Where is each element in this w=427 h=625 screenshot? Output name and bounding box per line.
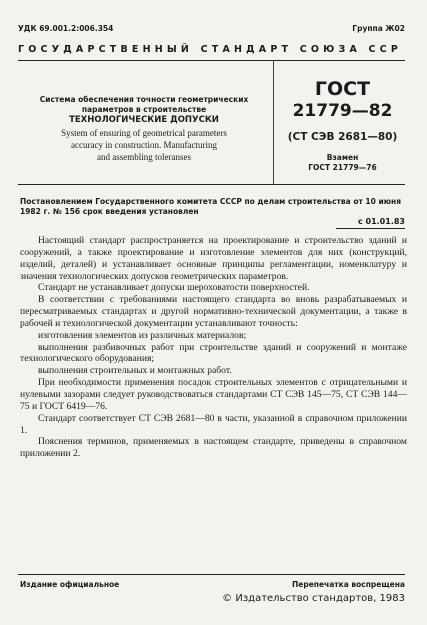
footer-rule [18, 574, 405, 575]
title-en-line1: System of ensuring of geometrical parameters [61, 128, 227, 138]
gost-number: 21779—82 [292, 101, 393, 121]
title-ru-line3: ТЕХНОЛОГИЧЕСКИЕ ДОПУСКИ [69, 115, 219, 125]
title-en-line2: accuracy in construction. Manufacturing [71, 140, 217, 150]
reprint-notice: Перепечатка воспрещена [291, 580, 405, 589]
title-block [20, 95, 268, 162]
paragraph: изготовления элементов из различных материалов; [38, 329, 247, 341]
title-divider [273, 60, 274, 184]
replaces-label: Взамен [326, 153, 359, 162]
paragraph: выполнения строительных и монтажных работ. [38, 365, 232, 377]
title-rule [18, 184, 405, 185]
paragraph: При необходимости применения посадок строительных элементов с отрицательными и нулевыми зазорами следует руководствоваться стандартами СТ СЭВ 145—75, СТ СЭВ 144—75 и ГОСТ 6419—76. [20, 377, 407, 412]
udk-code: УДК 69.001.2:006.354 [18, 24, 114, 33]
replaces-value: ГОСТ 21779—76 [308, 163, 377, 172]
paragraph: Пояснения терминов, применяемых в настоящем стандарте, приведены в справочном приложении 2. [20, 436, 407, 460]
st-sev-number: (СТ СЭВ 2681—80) [287, 131, 398, 143]
paragraph: Настоящий стандарт распространяется на проектирование и строительство зданий и сооружений, а также проектирование и изготовление элементов для них (конструкций, изделий, деталей) и устанавливает основные принципы регламентации, номенклатуру и значения технологических допусков геометрических параметров. [20, 235, 407, 282]
decree-text: Постановлением Государственного комитета СССР по делам строительства от 10 июня 1982 г. № 156 срок введения установлен [20, 197, 402, 216]
standard-header: ГОСУДАРСТВЕННЫЙ СТАНДАРТ СОЮЗА ССР [18, 44, 403, 55]
header-rule [18, 60, 405, 61]
official-edition-label: Издание официальное [20, 580, 120, 589]
gost-label: ГОСТ [314, 78, 371, 100]
effective-date-underline [336, 228, 405, 229]
title-ru-line1: Система обеспечения точности геометрических [39, 95, 249, 104]
paragraph: Стандарт соответствует СТ СЭВ 2681—80 в части, указанной в справочном приложении 1. [20, 412, 407, 436]
body-text [20, 235, 407, 460]
paragraph: Стандарт не устанавливает допуски шероховатости поверхностей. [38, 282, 310, 294]
replaces-block [280, 153, 405, 173]
paragraph: В соответствии с требованиями настоящего стандарта во вновь разрабатываемых и пересматриваемых стандартах и другой нормативно-технической документации, а также в рабочей и технологической документации устанавливают точность: [20, 294, 407, 329]
effective-date: с 01.01.83 [357, 217, 405, 226]
title-ru-line2: параметров в строительстве [81, 105, 207, 114]
copyright: © Издательство стандартов, 1983 [222, 593, 405, 604]
paragraph: выполнения разбивочных работ при строительстве зданий и сооружений и монтаже технологического оборудования; [20, 341, 407, 365]
group-code: Группа Ж02 [352, 24, 405, 33]
title-en-line3: and assembling toleranses [97, 152, 191, 162]
